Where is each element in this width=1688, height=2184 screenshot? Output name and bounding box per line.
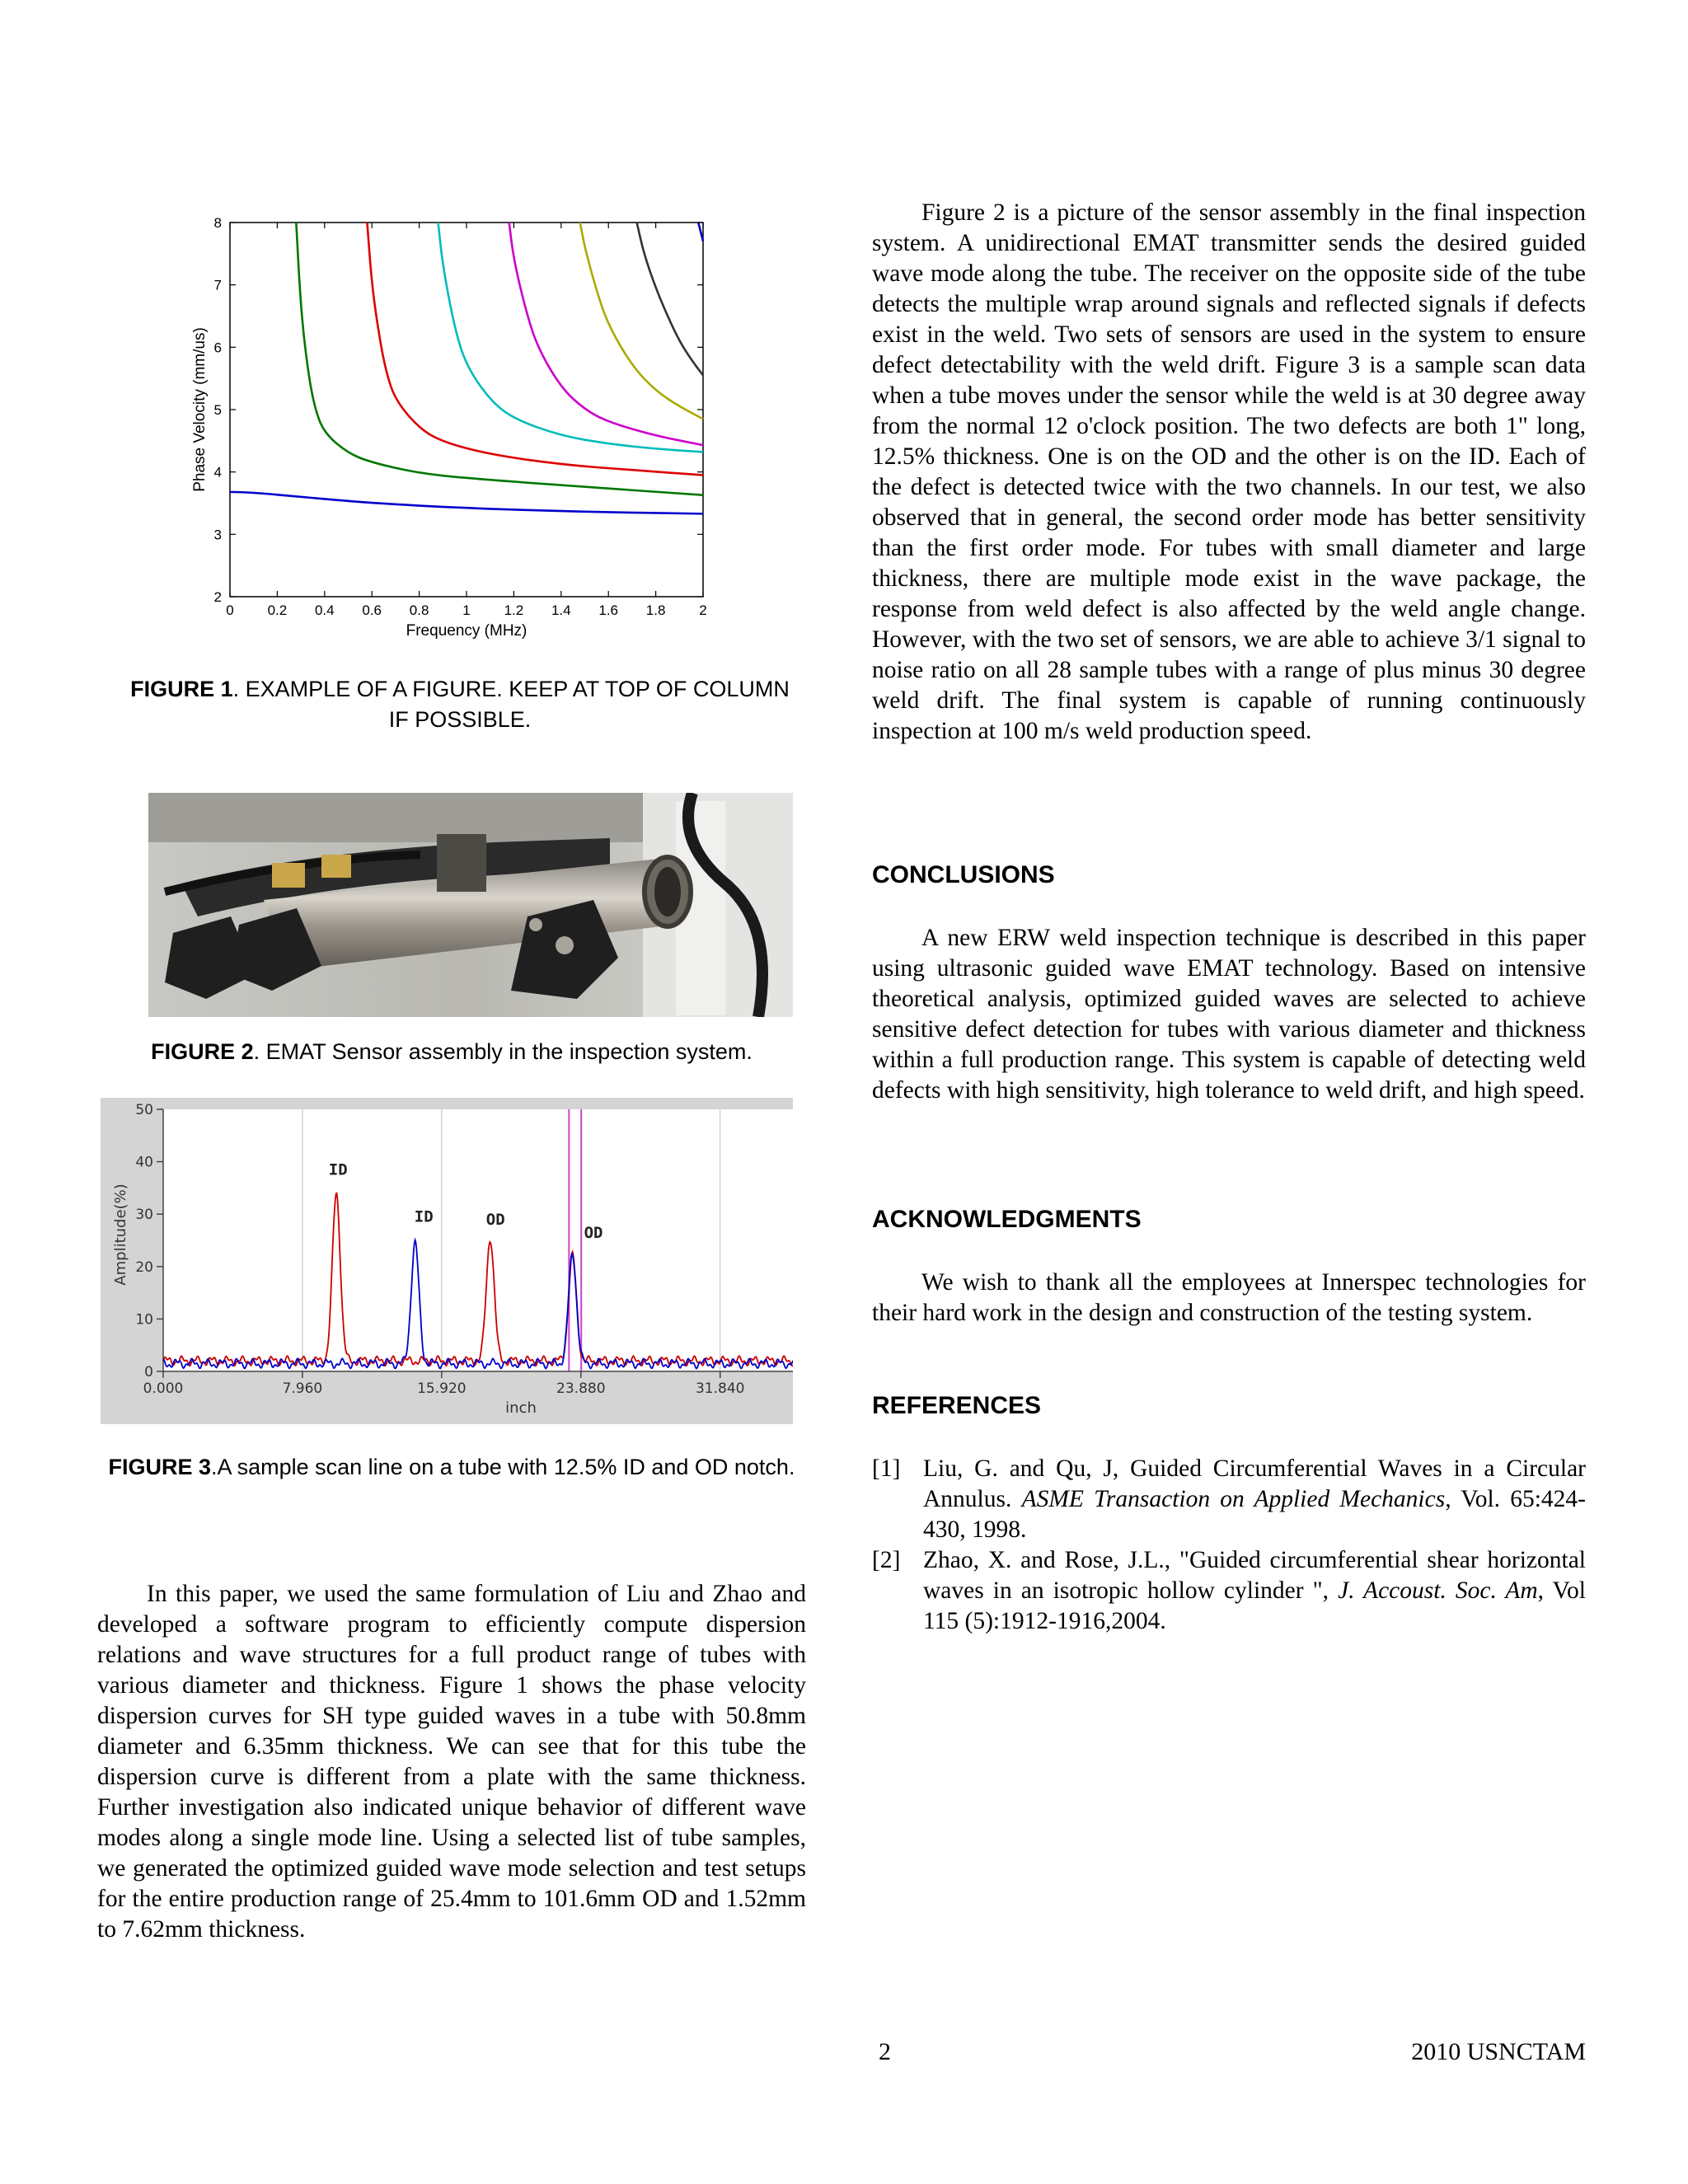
figure1-xtick-label: 0.2 — [267, 602, 288, 618]
figure3-xtick-label: 0.000 — [143, 1380, 184, 1397]
figure3-ytick-label: 20 — [135, 1258, 153, 1276]
reference-details: , Vol 115 (5):1912-1916,2004. — [923, 1577, 1587, 1634]
figure2-caption — [97, 1037, 806, 1067]
conference-name: 2010 USNCTAM — [1411, 2038, 1586, 2065]
page-number: 2 — [879, 2038, 891, 2065]
figure3-ytick-label: 50 — [135, 1102, 153, 1118]
figure1-chart — [97, 198, 806, 643]
figure3-annotation: ID — [414, 1207, 434, 1226]
right-paragraph: Figure 2 is a picture of the sensor assembly in the final inspection system. A unidirectional EMAT transmitter sends the desired guided wave mode along the tube. The receiver on the opposite side of the tube detects the multiple wrap around signals and reflected signals if defects exist in the weld. Two sets of sensors are used in the system to ensure defect detectability with the weld drift. Figure 3 is a sample scan data when a tube moves under the sensor while the weld is at 30 degree away from the normal 12 o'clock position. The two defects are both 1" long, 12.5% thickness. One is on the OD and the other is on the ID. Each of the defect is detected twice with the two channels. In our test, we also observed that in general, the second order mode has better sensitivity than the first order mode. For tubes with small diameter and large thickness, there are multiple mode exist in the wave package, the response from weld defect is also affected by the weld angle change. However, with the two set of sensors, we are able to achieve 3/1 signal to noise ratio on all 28 sample tubes with a range of plus minus 30 degree weld drift. The final system is capable of running continuously inspection at 100 m/s weld production speed. — [872, 199, 1586, 744]
figure1-ytick-label: 2 — [213, 589, 222, 605]
figure1-xtick-label: 0.4 — [314, 602, 335, 618]
figure3-annotation: OD — [485, 1210, 505, 1229]
figure1-ytick-label: 7 — [213, 277, 222, 293]
figure1-ytick-label: 8 — [213, 215, 222, 231]
figure1-xtick-label: 0 — [226, 602, 234, 618]
reference-text — [923, 1545, 1586, 1637]
figure1-ytick-label: 6 — [213, 340, 222, 356]
figure2-caption-text: . EMAT Sensor assembly in the inspection system. — [253, 1039, 753, 1064]
reference-text — [923, 1454, 1586, 1545]
conclusions-text: A new ERW weld inspection technique is described in this paper using ultrasonic guided wave EMAT technology. Based on intensive theoretical analysis, optimized guided waves are selected to achieve sensitive defect detection for tubes with various diameter and thickness within a full production range. This system is capable of detecting weld defects with high sensitivity, high tolerance to weld drift, and high speed. — [872, 925, 1586, 1104]
figure1-caption-label: FIGURE 1 — [130, 677, 233, 701]
figure3-ytick-label: 30 — [135, 1207, 153, 1224]
figure3-ylabel: Amplitude(%) — [112, 1183, 129, 1286]
figure1-xlabel: Frequency (MHz) — [406, 622, 528, 640]
figure3-annotation: OD — [584, 1223, 603, 1242]
figure3-ytick-label: 40 — [135, 1154, 153, 1171]
reference-number: [2] — [872, 1547, 901, 1573]
references-heading: REFERENCES — [872, 1392, 1042, 1419]
figure3-annotation: ID — [328, 1160, 348, 1179]
figure1-ytick-label: 5 — [213, 402, 222, 418]
figure1-xtick-label: 1.2 — [504, 602, 524, 618]
figure2-caption-label: FIGURE 2 — [151, 1039, 254, 1064]
figure3-ytick-label: 0 — [144, 1364, 153, 1380]
figure1-caption-text: . EXAMPLE OF A FIGURE. KEEP AT TOP OF COLUMN IF POSSIBLE. — [232, 677, 790, 732]
figure1-xtick-label: 1.4 — [551, 602, 571, 618]
figure3-caption-text: .A sample scan line on a tube with 12.5% ID and OD notch. — [211, 1455, 795, 1479]
reference-item — [872, 1454, 1586, 1545]
reference-journal: J. Accoust. Soc. Am — [1338, 1577, 1538, 1604]
figure3-xtick-label: 7.960 — [282, 1380, 323, 1397]
figure1-xtick-label: 0.6 — [362, 602, 382, 618]
acknowledgments-heading: ACKNOWLEDGMENTS — [872, 1206, 1142, 1233]
figure1-xtick-label: 1.8 — [645, 602, 666, 618]
reference-item — [872, 1545, 1586, 1637]
figure2-photo — [148, 793, 793, 1017]
acknowledgments-text: We wish to thank all the employees at Innerspec technologies for their hard work in the design and construction of the testing system. — [872, 1269, 1586, 1326]
reference-number: [1] — [872, 1455, 901, 1482]
reference-authors: Liu, G. and Qu, J, Guided Circumferential Waves in a Circular Annulus. — [923, 1455, 1586, 1512]
left-paragraph: In this paper, we used the same formulation of Liu and Zhao and developed a software program to efficiently compute dispersion relations and wave structures for a full product range of tubes with various diameter and thickness. Figure 1 shows the phase velocity dispersion curves for SH type guided waves in a tube with 50.8mm diameter and 6.35mm thickness. We can see that for this tube the dispersion curve is different from a plate with the same thickness. Further investigation also indicated unique behavior of different wave modes along a single mode line. Using a selected list of tube samples, we generated the optimized guided wave mode selection and test setups for the entire production range of 25.4mm to 101.6mm OD and 1.52mm to 7.62mm thickness. — [97, 1581, 806, 1943]
figure1-plot-frame — [230, 223, 703, 597]
reference-journal: ASME Transaction on Applied Mechanics — [1021, 1486, 1446, 1512]
figure3-xlabel: inch — [505, 1399, 537, 1417]
figure3-xtick-label: 31.840 — [695, 1380, 745, 1397]
figure3-xtick-label: 23.880 — [556, 1380, 606, 1397]
figure1-ytick-label: 4 — [213, 464, 222, 480]
figure3-caption-label: FIGURE 3 — [108, 1455, 212, 1479]
figure1-xtick-label: 1 — [462, 602, 471, 618]
figure3-ytick-label: 10 — [135, 1311, 153, 1329]
figure1-xtick-label: 1.6 — [598, 602, 619, 618]
figure3-xtick-label: 15.920 — [417, 1380, 467, 1397]
figure1-ylabel: Phase Velocity (mm/us) — [191, 327, 209, 492]
figure3-chart — [101, 1098, 793, 1424]
figure1-ytick-label: 3 — [213, 527, 222, 543]
figure1-caption — [130, 674, 790, 735]
figure1-xtick-label: 2 — [699, 602, 707, 618]
reference-authors: Zhao, X. and Rose, J.L., "Guided circumferential shear horizontal waves in an isotropic hollow cylinder ", — [923, 1547, 1586, 1604]
figure3-plot-area — [163, 1109, 793, 1371]
references-list — [872, 1454, 1586, 1637]
figure3-caption — [97, 1452, 806, 1483]
figure1-xtick-label: 0.8 — [409, 602, 429, 618]
reference-details: , Vol. 65:424-430, 1998. — [923, 1486, 1587, 1543]
conclusions-heading: CONCLUSIONS — [872, 861, 1055, 888]
